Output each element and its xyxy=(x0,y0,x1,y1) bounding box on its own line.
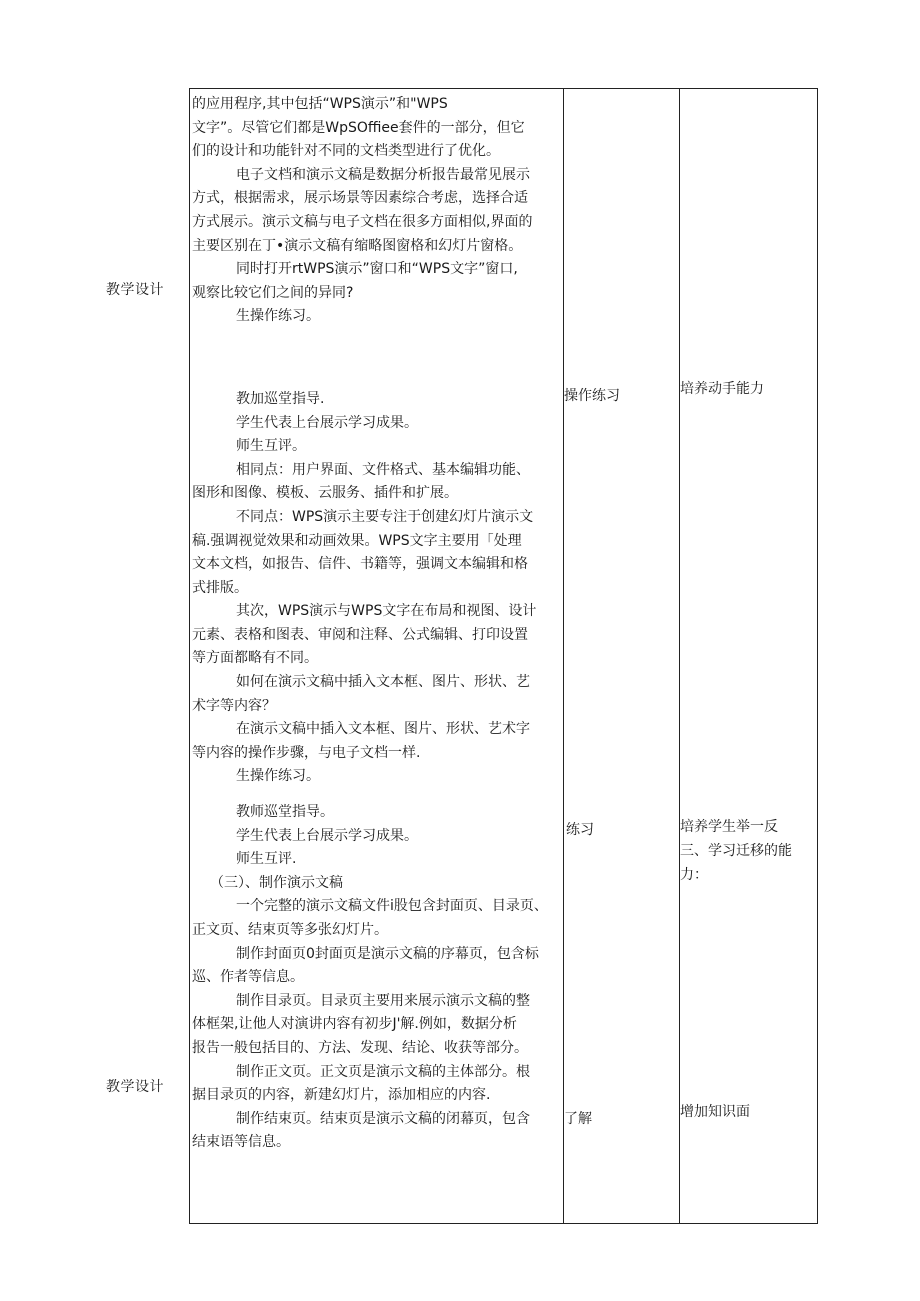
content-paragraph: 的应用程序,其中包括“WPS演示”和"WPS xyxy=(192,96,448,112)
content-paragraph: 图形和图像、模板、云服务、插件和扩展。 xyxy=(192,485,458,502)
content-paragraph: 如何在演示文稿中插入文本框、图片、形状、艺 xyxy=(236,674,530,691)
row-label-teaching-design-1: 教学设计 xyxy=(106,282,164,298)
student-activity-understand: 了解 xyxy=(564,1111,592,1127)
content-paragraph: 稿.强调视觉效果和动画效果。WPS文字主要用「处理 xyxy=(192,532,522,549)
content-paragraph: 元素、表格和图表、审阅和注释、公式编辑、打印设置 xyxy=(192,626,528,643)
content-paragraph: 教师巡堂指导。 xyxy=(236,804,334,821)
content-paragraph: 师生互评. xyxy=(236,851,297,868)
content-paragraph: 术字等内容？ xyxy=(192,697,276,714)
content-paragraph: 结束语等信息。 xyxy=(192,1134,290,1151)
column-divider xyxy=(563,89,564,1223)
content-paragraph: 生操作练习。 xyxy=(236,768,320,785)
content-paragraph: 相同点：用户界面、文件格式、基本编辑功能、 xyxy=(236,461,530,478)
content-paragraph: 方式，根据需求，展示场景等因素综合考虑，选择合适 xyxy=(192,190,528,207)
content-paragraph: 主要区别在丁•演示文稿有缩略图窗格和幻灯片窗格。 xyxy=(192,237,523,254)
content-paragraph: 一个完整的演示文稿文件i股包含封面页、目录页、 xyxy=(236,898,548,915)
content-paragraph: 同时打开rtWPS演示”窗口和“WPS文字”窗口, xyxy=(236,261,518,278)
content-paragraph: 体框架,让他人对演讲内容有初步J'解.例如，数据分析 xyxy=(192,1016,517,1033)
teaching-content-column xyxy=(192,93,562,1155)
design-intent-transfer-line-1: 培养学生举一反 xyxy=(680,819,778,835)
section-heading: （三）、制作演示文稿 xyxy=(210,874,343,891)
content-paragraph: 生操作练习。 xyxy=(236,308,320,325)
content-paragraph: 制作目录页。目录页主要用来展示演示文稿的整 xyxy=(236,992,530,1009)
row-label-teaching-design-2: 教学设计 xyxy=(106,1079,164,1095)
content-paragraph: 等方面都略有不同。 xyxy=(192,650,318,667)
content-paragraph: 制作正文页。正文页是演示文稿的主体部分。根 xyxy=(236,1063,530,1080)
content-paragraph: 方式展示。演示文稿与电子文档在很多方面相似,界面的 xyxy=(192,213,533,230)
content-paragraph: 式排版。 xyxy=(192,579,248,596)
design-intent-transfer-line-3: 力： xyxy=(680,867,708,883)
lesson-plan-table xyxy=(189,88,818,1224)
design-intent-transfer-line-2: 三、学习迁移的能 xyxy=(680,843,792,859)
content-paragraph: 学生代表上台展示学习成果。 xyxy=(236,414,418,431)
content-paragraph: 师生互评。 xyxy=(236,438,306,455)
content-paragraph: 学生代表上台展示学习成果。 xyxy=(236,827,418,844)
student-activity-operation-practice: 操作练习 xyxy=(564,388,620,404)
content-paragraph: 们的设计和功能针对不同的文档类型进行了优化。 xyxy=(192,143,500,160)
design-intent-knowledge: 增加知识面 xyxy=(680,1104,750,1120)
content-paragraph: 其次，WPS演示与WPS文字在布局和视图、设计 xyxy=(236,603,537,620)
column-divider xyxy=(679,89,680,1223)
content-paragraph: 电子文档和演示文稿是数据分析报告最常见展示 xyxy=(236,166,530,183)
content-paragraph: 报告一般包括目的、方法、发现、结论、收获等部分。 xyxy=(192,1039,528,1056)
content-paragraph: 等内容的操作步骤，与电子文档一样. xyxy=(192,744,421,761)
content-paragraph: 制作结束页。结束页是演示文稿的闭幕页，包含 xyxy=(236,1110,530,1127)
content-paragraph: 在演示文稿中插入文本框、图片、形状、艺术字 xyxy=(236,721,530,738)
student-activity-practice: 练习 xyxy=(566,822,594,838)
content-paragraph: 据目录页的内容，新建幻灯片，添加相应的内容. xyxy=(192,1087,491,1104)
content-paragraph: 不同点：WPS演示主要专注于创建幻灯片演示文 xyxy=(236,508,534,525)
content-paragraph: 教加巡堂指导. xyxy=(236,390,325,407)
content-paragraph: 巡、作者等信息。 xyxy=(192,969,304,986)
content-paragraph: 文本文档，如报告、信件、书籍等，强调文本编辑和格 xyxy=(192,556,528,573)
content-paragraph: 制作封面页0封面页是演示文稿的序幕页，包含标 xyxy=(236,945,539,962)
content-paragraph: 文字”。尽管它们都是WpSOffiee套件的一部分，但它 xyxy=(192,119,525,136)
content-paragraph: 正文页、结束页等多张幻灯片。 xyxy=(192,922,388,938)
design-intent-hands-on: 培养动手能力 xyxy=(680,381,764,397)
content-paragraph: 观察比较它们之间的异同? xyxy=(192,284,354,301)
